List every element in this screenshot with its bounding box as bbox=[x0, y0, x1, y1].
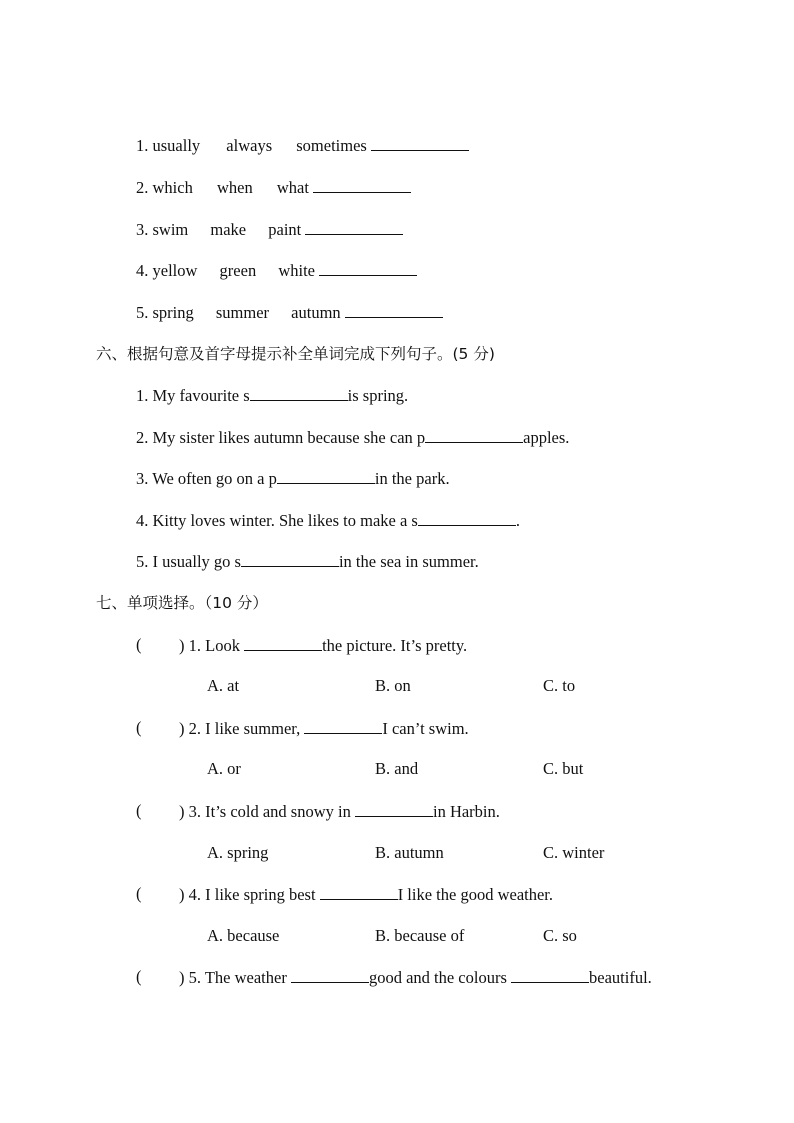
question-end: beautiful. bbox=[589, 968, 652, 987]
sentence-start: 1. My favourite s bbox=[136, 386, 250, 405]
question-start: ) 5. The weather bbox=[179, 968, 291, 987]
word: green bbox=[219, 261, 257, 280]
option-a[interactable]: A. because bbox=[207, 926, 280, 945]
word: spring bbox=[152, 303, 194, 322]
word: white bbox=[278, 261, 315, 280]
answer-paren[interactable]: ( bbox=[136, 884, 142, 903]
word: what bbox=[276, 178, 309, 197]
word: summer bbox=[215, 303, 270, 322]
question-start: ) 1. Look bbox=[179, 636, 245, 655]
option-a[interactable]: A. at bbox=[207, 676, 240, 695]
s7-question-5 bbox=[179, 967, 652, 988]
s6-item-3 bbox=[136, 468, 450, 489]
sentence-end: . bbox=[515, 511, 520, 530]
word: swim bbox=[152, 220, 189, 239]
answer-blank[interactable] bbox=[291, 967, 369, 983]
s6-item-5 bbox=[136, 551, 479, 572]
question-end: the picture. It’s pretty. bbox=[322, 636, 468, 655]
question-start: ) 4. I like spring best bbox=[179, 885, 320, 904]
option-b[interactable]: B. because of bbox=[375, 926, 465, 945]
sentence-start: 5. I usually go s bbox=[136, 552, 241, 571]
sentence-start: 3. We often go on a p bbox=[136, 469, 277, 488]
word: always bbox=[226, 136, 273, 155]
option-a[interactable]: A. or bbox=[207, 759, 241, 778]
s7-question-4 bbox=[179, 884, 553, 905]
s6-item-2 bbox=[136, 427, 569, 448]
answer-paren[interactable]: ( bbox=[136, 635, 142, 654]
s7-question-2 bbox=[179, 718, 469, 739]
answer-paren[interactable]: ( bbox=[136, 967, 142, 986]
s7-question-1 bbox=[179, 635, 467, 656]
sentence-start: 4. Kitty loves winter. She likes to make a s bbox=[136, 511, 418, 530]
answer-blank[interactable] bbox=[425, 427, 523, 443]
option-b[interactable]: B. and bbox=[375, 759, 419, 778]
s5-item-5 bbox=[136, 302, 443, 323]
word: make bbox=[210, 220, 247, 239]
section-6-heading: 六、根据句意及首字母提示补全单词完成下列句子。(5 分) bbox=[96, 345, 495, 363]
answer-blank[interactable] bbox=[511, 967, 589, 983]
sentence-start: 2. My sister likes autumn because she can p bbox=[136, 428, 426, 447]
answer-blank[interactable] bbox=[250, 385, 348, 401]
item-number: 4. bbox=[136, 261, 149, 280]
question-start: ) 2. I like summer, bbox=[179, 719, 305, 738]
answer-blank[interactable] bbox=[241, 551, 339, 567]
answer-paren[interactable]: ( bbox=[136, 801, 142, 820]
answer-blank[interactable] bbox=[320, 884, 398, 900]
answer-blank[interactable] bbox=[304, 718, 382, 734]
answer-paren[interactable]: ( bbox=[136, 718, 142, 737]
answer-blank[interactable] bbox=[277, 468, 375, 484]
answer-blank[interactable] bbox=[305, 219, 403, 235]
question-end: I like the good weather. bbox=[397, 885, 554, 904]
section-7-heading: 七、单项选择。（10 分） bbox=[96, 594, 268, 612]
word: yellow bbox=[152, 261, 198, 280]
word: when bbox=[216, 178, 253, 197]
option-c[interactable]: C. to bbox=[543, 676, 576, 695]
option-b[interactable]: B. on bbox=[375, 676, 411, 695]
option-b[interactable]: B. autumn bbox=[375, 843, 444, 862]
sentence-end: in the park. bbox=[374, 469, 450, 488]
answer-blank[interactable] bbox=[418, 510, 516, 526]
word: paint bbox=[268, 220, 302, 239]
word: which bbox=[152, 178, 193, 197]
option-c[interactable]: C. so bbox=[543, 926, 577, 945]
option-c[interactable]: C. winter bbox=[543, 843, 605, 862]
s5-item-2 bbox=[136, 177, 411, 198]
option-c[interactable]: C. but bbox=[543, 759, 584, 778]
item-number: 2. bbox=[136, 178, 149, 197]
item-number: 5. bbox=[136, 303, 149, 322]
item-number: 3. bbox=[136, 220, 149, 239]
option-a[interactable]: A. spring bbox=[207, 843, 269, 862]
answer-blank[interactable] bbox=[319, 260, 417, 276]
s6-item-1 bbox=[136, 385, 408, 406]
answer-blank[interactable] bbox=[371, 135, 469, 151]
question-end: in Harbin. bbox=[432, 802, 500, 821]
word: sometimes bbox=[296, 136, 367, 155]
sentence-end: in the sea in summer. bbox=[338, 552, 479, 571]
sentence-end: is spring. bbox=[347, 386, 409, 405]
question-middle: good and the colours bbox=[368, 968, 512, 987]
answer-blank[interactable] bbox=[244, 635, 322, 651]
s6-item-4 bbox=[136, 510, 520, 531]
item-number: 1. bbox=[136, 136, 149, 155]
word: autumn bbox=[291, 303, 341, 322]
answer-blank[interactable] bbox=[355, 801, 433, 817]
s7-question-3 bbox=[179, 801, 500, 822]
s5-item-4 bbox=[136, 260, 417, 281]
answer-blank[interactable] bbox=[345, 302, 443, 318]
question-end: I can’t swim. bbox=[382, 719, 469, 738]
s5-item-1 bbox=[136, 135, 469, 156]
sentence-end: apples. bbox=[523, 428, 570, 447]
answer-blank[interactable] bbox=[313, 177, 411, 193]
question-start: ) 3. It’s cold and snowy in bbox=[179, 802, 355, 821]
word: usually bbox=[152, 136, 201, 155]
s5-item-3 bbox=[136, 219, 403, 240]
